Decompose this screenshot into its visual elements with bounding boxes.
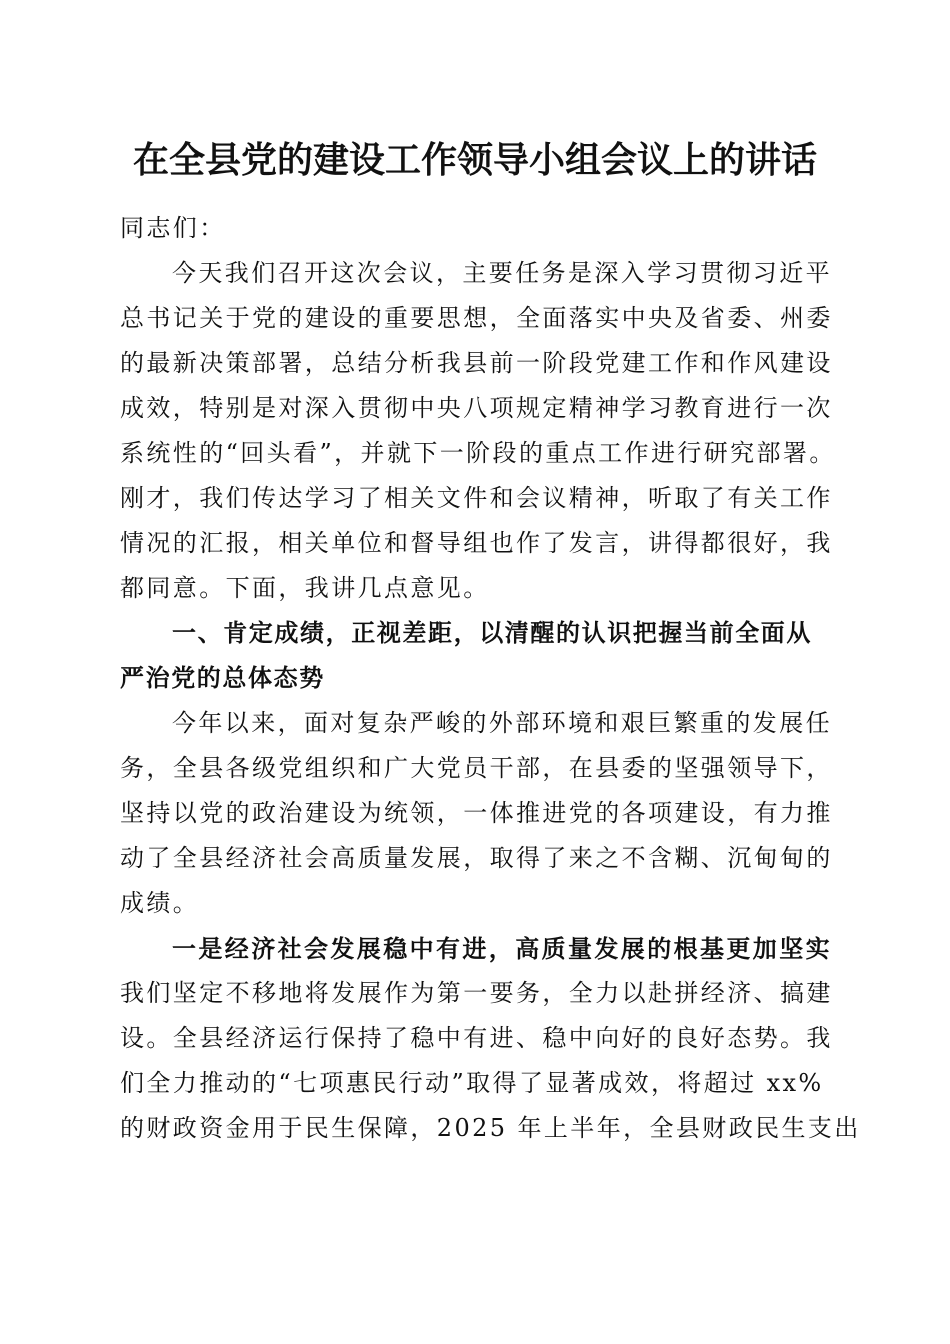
paragraph-line: 务，全县各级党组织和广大党员干部，在县委的坚强领导下， <box>120 754 833 782</box>
salutation: 同志们： <box>120 214 226 242</box>
section-heading-line: 严治党的总体态势 <box>120 664 325 692</box>
paragraph-line: 成绩。 <box>120 889 200 917</box>
subheading-line: 一是经济社会发展稳中有进，高质量发展的根基更加坚实 <box>172 934 832 963</box>
paragraph-line: 们全力推动的“七项惠民行动”取得了显著成效，将超过 xx% <box>120 1069 824 1097</box>
paragraph-line: 动了全县经济社会高质量发展，取得了来之不含糊、沉甸甸的 <box>120 844 833 872</box>
paragraph-line: 坚持以党的政治建设为统领，一体推进党的各项建设，有力推 <box>120 799 833 827</box>
paragraph-line: 今年以来，面对复杂严峻的外部环境和艰巨繁重的发展任 <box>172 709 832 737</box>
paragraph-line: 都同意。下面，我讲几点意见。 <box>120 574 490 602</box>
paragraph-line: 我们坚定不移地将发展作为第一要务，全力以赴拼经济、搞建 <box>120 979 833 1007</box>
paragraph-line: 刚才，我们传达学习了相关文件和会议精神，听取了有关工作 <box>120 484 833 512</box>
paragraph-line: 设。全县经济运行保持了稳中有进、稳中向好的良好态势。我 <box>120 1024 833 1052</box>
paragraph-line: 成效，特别是对深入贯彻中央八项规定精神学习教育进行一次 <box>120 394 833 422</box>
paragraph-line: 系统性的“回头看”，并就下一阶段的重点工作进行研究部署。 <box>120 439 836 467</box>
document-title: 在全县党的建设工作领导小组会议上的讲话 <box>132 139 817 181</box>
paragraph-line: 的财政资金用于民生保障，2025 年上半年，全县财政民生支出 <box>120 1114 861 1142</box>
document-body <box>120 206 861 1151</box>
paragraph-line: 今天我们召开这次会议，主要任务是深入学习贯彻习近平 <box>172 259 832 287</box>
paragraph-line: 总书记关于党的建设的重要思想，全面落实中央及省委、州委 <box>120 304 833 332</box>
paragraph-line: 的最新决策部署，总结分析我县前一阶段党建工作和作风建设 <box>120 349 833 377</box>
section-heading-line: 一、肯定成绩，正视差距，以清醒的认识把握当前全面从 <box>172 619 812 647</box>
paragraph-line: 情况的汇报，相关单位和督导组也作了发言，讲得都很好，我 <box>120 529 833 557</box>
